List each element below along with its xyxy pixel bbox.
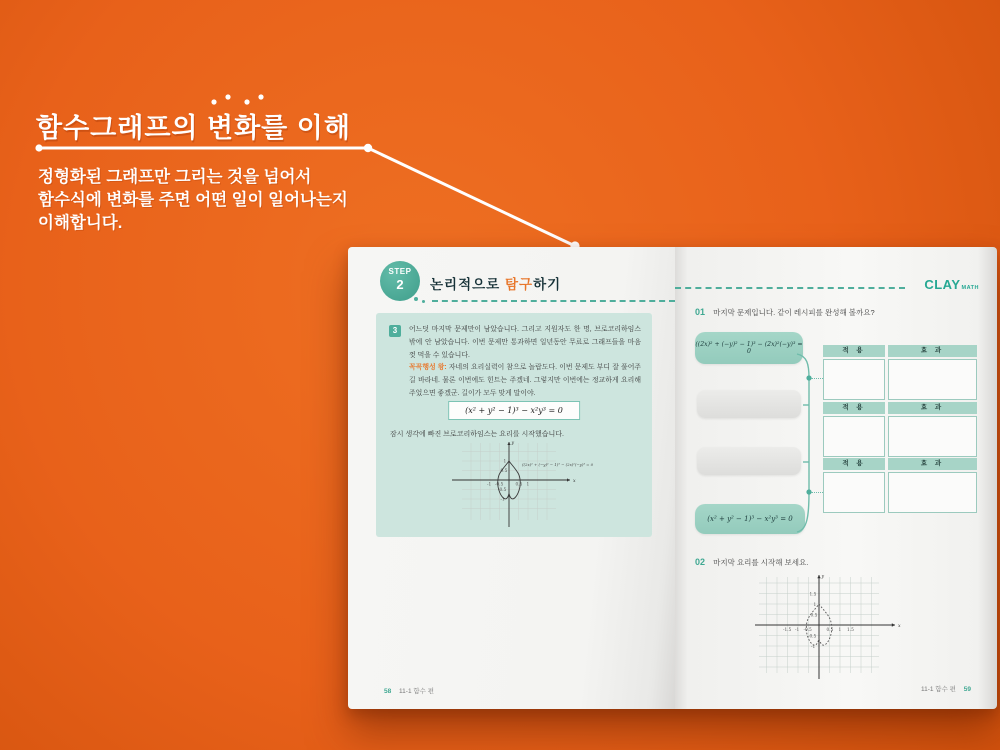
slide-description	[38, 166, 348, 235]
right-page-number: 59	[963, 686, 971, 693]
flow-start-formula-box: ((2x)² + (−y)² − 1)³ − (2x)²(−y)³ = 0	[695, 332, 803, 364]
emphasis-dot	[225, 94, 230, 99]
left-page-number: 58	[384, 688, 392, 695]
axes	[755, 575, 895, 679]
step-title	[430, 273, 561, 293]
y-tick: 1	[813, 603, 817, 608]
x-axis-label: x	[573, 479, 576, 484]
question-1-number: 01	[695, 307, 706, 317]
left-page-footer	[384, 686, 434, 695]
dotted-connector	[811, 378, 823, 379]
emphasis-dot	[258, 94, 263, 99]
badge-dot	[422, 300, 425, 303]
apply-effect-table-2	[823, 402, 977, 457]
dashed-divider	[432, 300, 675, 302]
x-tick: -0.5	[495, 482, 504, 488]
x-tick: -1.5	[783, 628, 792, 633]
left-chapter-label: 11-1 함수 편	[399, 688, 435, 695]
step-badge-number: 2	[396, 277, 404, 292]
logo-name: CLAY	[924, 277, 961, 292]
y-tick: -0.5	[498, 488, 507, 493]
slide-description-line: 정형화된 그래프만 그리는 것을 넘어서	[38, 168, 312, 186]
table-cell-apply[interactable]	[823, 416, 885, 457]
curve-equation-label: ((2x)² + (−y)² − 1)³ − (2x)²(−y)³ = 0	[522, 462, 594, 467]
y-tick: 0.5	[500, 469, 508, 474]
apply-effect-table-3	[823, 458, 977, 513]
x-axis-arrow	[892, 623, 895, 626]
heart-curve-graph-solid	[434, 435, 614, 537]
problem-text-part2: 자네의 요리실력이 참으로 놀랍도다. 이번 문제도 부디 잘 풀어주길 바라네. 물론 이번에도 힌트는 주겠네. 그렇지만 이번에는 정교하게 요리해 주었으면 좋겠군. 길이가 모두 맞게 말이야.	[409, 364, 642, 397]
table-cell-effect[interactable]	[888, 472, 977, 513]
problem-number-badge: 3	[389, 325, 401, 337]
table-header-apply: 적 용	[823, 402, 885, 414]
x-tick: 1.5	[847, 628, 854, 633]
y-tick: 0.5	[810, 613, 818, 619]
slide-description-line: 이해합니다.	[38, 214, 123, 233]
textbook-right-page	[675, 247, 997, 709]
logo-sub: MATH	[961, 285, 979, 291]
y-tick: 1	[503, 459, 507, 465]
table-header-effect: 효 과	[888, 458, 977, 470]
x-tick: 1	[838, 628, 842, 633]
y-axis-label: y	[511, 441, 515, 446]
x-axis-arrow	[567, 478, 570, 481]
step-badge	[380, 261, 420, 301]
x-tick: 1	[526, 482, 530, 488]
dotted-connector	[811, 492, 823, 493]
table-header-effect: 효 과	[888, 402, 977, 414]
y-axis-arrow	[507, 442, 510, 445]
table-header-effect: 효 과	[888, 345, 977, 357]
emphasis-dot	[211, 99, 216, 104]
slide-description-line: 함수식에 변화를 주면 어떤 일이 일어나는지	[38, 191, 348, 210]
right-chapter-label: 11-1 함수 편	[920, 686, 956, 693]
table-cell-effect[interactable]	[888, 416, 977, 457]
step-badge-word: STEP	[388, 267, 412, 276]
problem-content-box	[376, 313, 652, 537]
x-tick: -1	[487, 482, 492, 488]
dashed-divider	[675, 287, 905, 289]
apply-effect-table-1	[823, 345, 977, 400]
open-textbook	[348, 247, 997, 709]
question-1-text: 마지막 문제입니다. 같이 레시피를 완성해 볼까요?	[713, 308, 875, 317]
table-cell-apply[interactable]	[823, 472, 885, 513]
table-cell-effect[interactable]	[888, 359, 977, 400]
x-axis-label: x	[898, 624, 901, 629]
flow-blank-box-1[interactable]	[697, 390, 801, 418]
textbook-left-page	[348, 247, 675, 709]
question-2	[695, 557, 808, 568]
emphasis-dot	[244, 99, 249, 104]
problem-note: 잠시 생각에 빠진 브로코리하임스는 요리를 시작했습니다.	[390, 431, 564, 438]
y-tick: -1	[500, 497, 505, 503]
problem-text-part1: 어느덧 마지막 문제만이 남았습니다. 그리고 지원자도 한 명, 브로코리하임스 밖에 안 남았습니다. 이번 문제만 통과하면 일년동안 무료로 그래프들을 마음껏 먹을 수 있습니다.	[409, 326, 641, 359]
y-tick: -0.5	[808, 634, 817, 640]
heart-curve-graph-dotted	[747, 569, 922, 687]
problem-speaker: 꼭꼭행성 왕:	[409, 364, 449, 372]
problem-text	[409, 324, 641, 401]
y-tick: -1	[811, 645, 816, 650]
x-tick: -0.5	[803, 628, 812, 633]
step-title-highlight: 탐구	[504, 277, 534, 292]
table-header-apply: 적 용	[823, 458, 885, 470]
question-2-text: 마지막 요리를 시작해 보세요.	[713, 558, 809, 567]
heart-formula-box: (x² + y² − 1)³ − x²y³ = 0	[448, 401, 580, 420]
x-tick: -1	[795, 628, 800, 633]
flow-blank-box-2[interactable]	[697, 447, 801, 475]
right-page-footer	[921, 684, 971, 693]
clay-math-logo	[924, 277, 979, 292]
y-tick: 1.5	[809, 592, 817, 598]
table-header-apply: 적 용	[823, 345, 885, 357]
axes	[452, 442, 570, 527]
y-axis-arrow	[817, 575, 820, 578]
x-tick: 0.5	[515, 482, 523, 488]
step-title-part2: 하기	[533, 277, 562, 292]
x-tick: 0.5	[826, 628, 834, 633]
table-cell-apply[interactable]	[823, 359, 885, 400]
question-2-number: 02	[695, 557, 706, 567]
y-axis-label: y	[821, 574, 825, 580]
slide-title: 함수그래프의 변화를 이해	[36, 113, 351, 143]
step-title-part1: 논리적으로	[430, 277, 505, 292]
badge-dot	[414, 297, 418, 301]
flow-end-formula-box: (x² + y² − 1)³ − x²y³ = 0	[695, 504, 805, 534]
question-1	[695, 307, 875, 318]
